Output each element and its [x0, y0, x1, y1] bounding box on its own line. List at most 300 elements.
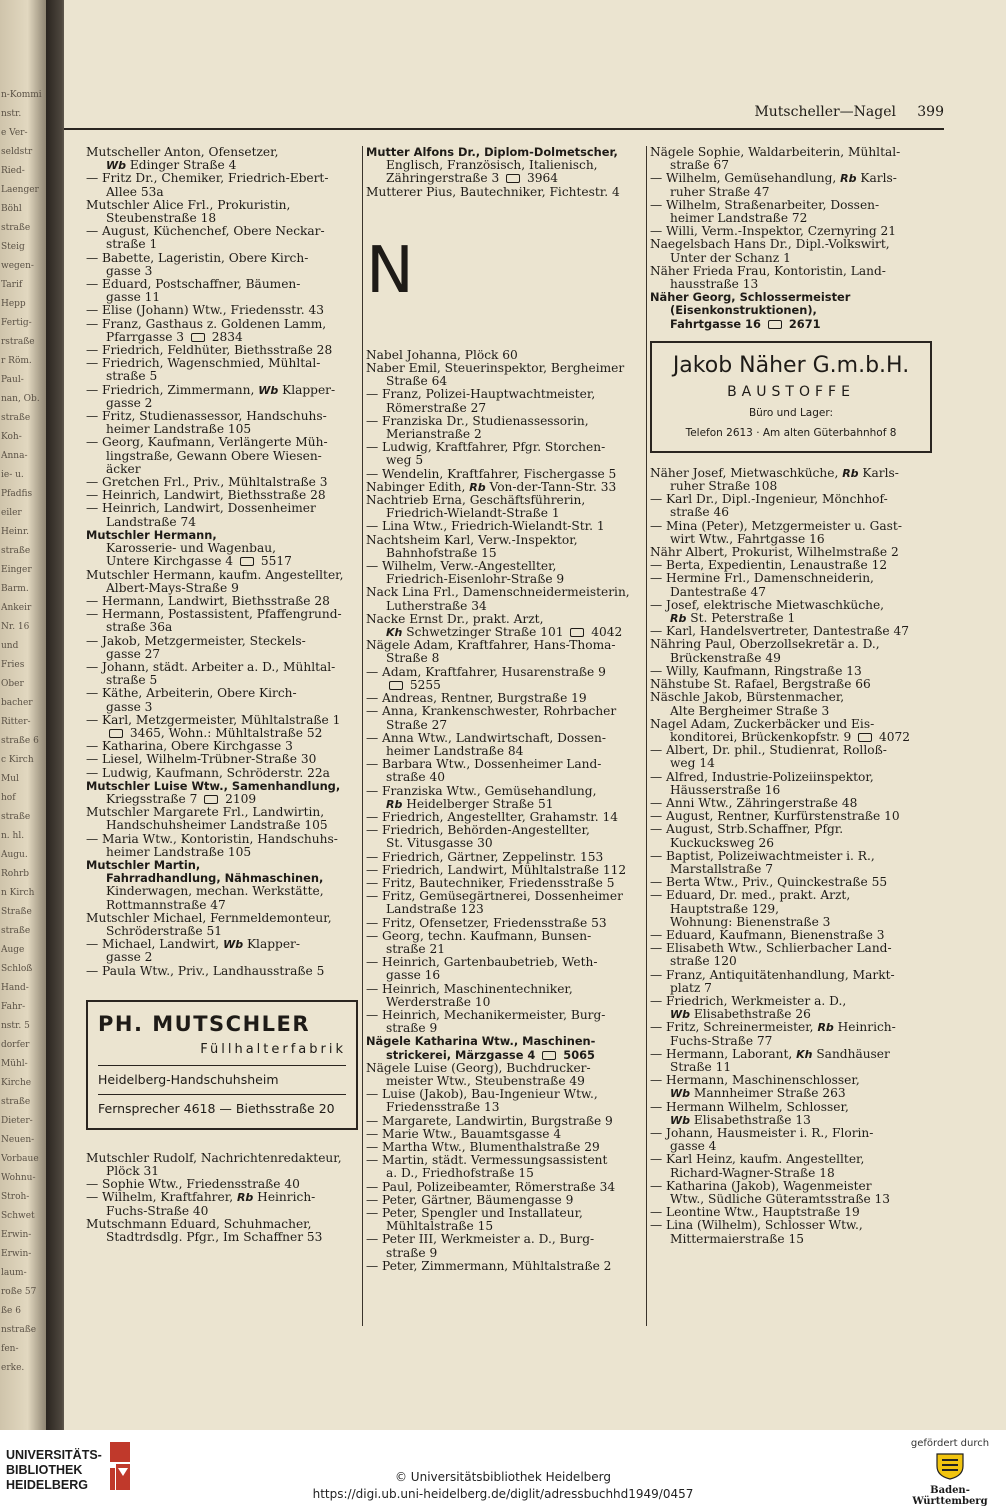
entry-continuation [650, 318, 932, 331]
entry-text: weg 14 [670, 756, 715, 771]
entry-text: — Käthe, Arbeiterin, Obere Kirch- [86, 686, 297, 701]
entry-text: Marstallstraße 7 [670, 861, 774, 876]
library-name-line-3: HEIDELBERG [6, 1478, 88, 1492]
entry-text: Friedrich-Wielandt-Straße 1 [386, 506, 560, 521]
entry-first-line [366, 982, 573, 996]
entry-text: — Lina (Wilhelm), Schlosser Wtw., [650, 1218, 863, 1233]
directory-entry [366, 1062, 642, 1088]
entry-text: straße 9 [386, 1245, 438, 1260]
entry-first-line [650, 1218, 863, 1232]
previous-page-fragment: Vorbaue [1, 1154, 39, 1164]
entry-text: Mutscheller Anton, Ofensetzer, [86, 145, 279, 159]
directory-entry [650, 691, 932, 717]
entry-text: Kriegsstraße 7 [106, 791, 202, 806]
entry-text: Alte Bergheimer Straße 3 [670, 703, 830, 718]
entry-text: — Fritz, Gemüsegärtnerei, Dossenheimer [366, 889, 623, 904]
entry-text: — Willy, Kaufmann, Ringstraße 13 [650, 663, 862, 678]
previous-page-fragment: ße 6 [1, 1306, 21, 1316]
district-abbreviation: Rb [469, 480, 486, 494]
directory-entry [366, 956, 642, 982]
entry-first-line [366, 1193, 573, 1207]
ad-location: Heidelberg-Handschuhsheim [98, 1071, 279, 1087]
entry-first-line [366, 731, 606, 745]
entry-first-line [86, 171, 328, 185]
entry-text: — Barbara Wtw., Dossenheimer Land- [366, 757, 602, 772]
entry-first-line [650, 690, 844, 704]
entry-text: — Albert, Dr. phil., Studienrat, Rolloß- [650, 743, 887, 758]
entry-text: — Heinrich, Landwirt, Dossenheimer [86, 501, 316, 516]
entry-first-line [650, 717, 874, 731]
directory-entry [650, 493, 932, 519]
entry-text: Näher Frieda Frau, Kontoristin, Land- [650, 263, 886, 278]
previous-page-fragment: eiler [1, 508, 22, 518]
previous-page-fragment: Fries [1, 660, 25, 670]
entry-text: — Leontine Wtw., Hauptstraße 19 [650, 1205, 860, 1220]
entry-text: straße 40 [386, 770, 445, 785]
ad-company-type: Füllhalterfabrik [200, 1041, 346, 1057]
ad-company-name: PH. MUTSCHLER [98, 1011, 311, 1036]
entry-first-line [366, 1114, 613, 1128]
entry-first-line [366, 691, 587, 705]
previous-page-fragment: Fertig- [1, 318, 32, 328]
telephone-icon [542, 1051, 556, 1060]
directory-entry [86, 436, 358, 476]
entry-text: 5065 [559, 1047, 595, 1062]
previous-page-fragment: dorfer [1, 1040, 30, 1050]
directory-entry [366, 890, 642, 916]
directory-entry [86, 252, 358, 278]
directory-entry [650, 850, 932, 876]
entry-first-line [86, 594, 330, 608]
directory-entry [86, 780, 358, 806]
previous-page-fragment: Straße [1, 907, 32, 917]
entry-first-line [86, 198, 290, 212]
directory-entry [650, 199, 932, 225]
ad-contact: Telefon 2613 · Am alten Güterbahnhof 8 [685, 426, 897, 439]
entry-text: 5517 [256, 554, 292, 569]
directory-entry [650, 718, 932, 744]
entry-text: wirt Wtw., Fahrtgasse 16 [670, 531, 825, 546]
entry-first-line [650, 809, 900, 823]
entry-text: Albert-Mays-Straße 9 [106, 580, 239, 595]
previous-page-fragment: c Kirch [1, 755, 34, 765]
entry-text: — Heinrich, Gartenbaubetrieb, Weth- [366, 955, 598, 970]
entry-text: Nacke Ernst Dr., prakt. Arzt, [366, 611, 544, 626]
directory-entry [86, 225, 358, 251]
directory-entry [86, 569, 358, 595]
entry-text: — Heinrich, Mechanikermeister, Burg- [366, 1007, 606, 1022]
directory-entry [650, 1021, 932, 1047]
entry-text: Nähstube St. Rafael, Bergstraße 66 [650, 677, 871, 692]
previous-page-fragment: Koh- [1, 432, 22, 442]
entry-text: St. Peterstraße 1 [686, 611, 796, 626]
entry-first-line [366, 757, 601, 771]
library-name-line-1: UNIVERSITÄTS- [6, 1448, 102, 1462]
entry-first-line [86, 568, 344, 582]
entry-text: — Paula Wtw., Priv., Landhausstraße 5 [86, 963, 325, 978]
entry-first-line [366, 665, 606, 679]
directory-entry [650, 1219, 932, 1245]
entry-first-line [650, 624, 909, 638]
directory-entry [86, 146, 358, 172]
entry-text: Merianstraße 2 [386, 427, 482, 442]
directory-entry [650, 238, 932, 264]
previous-page-fragment: straße [1, 223, 31, 233]
directory-entry [366, 415, 642, 441]
entry-text: — Paul, Polizeibeamter, Römerstraße 34 [366, 1179, 616, 1194]
entry-first-line [366, 1008, 605, 1022]
district-abbreviation: Rb [817, 1021, 834, 1035]
entry-first-line [366, 863, 626, 877]
entry-text: Elisabethstraße 13 [690, 1112, 811, 1127]
column-3 [650, 146, 932, 1246]
entry-text: Schröderstraße 51 [106, 923, 223, 938]
entry-text: a. D., Friedhofstraße 15 [386, 1166, 534, 1181]
previous-page-fragment: Heinr. [1, 527, 30, 537]
entry-text: platz 7 [670, 980, 712, 995]
entry-text: äcker [106, 461, 141, 476]
entry-list [650, 467, 932, 1246]
entry-first-line [650, 198, 879, 212]
entry-text: Nabel Johanna, Plöck 60 [366, 347, 518, 362]
entry-first-line [366, 704, 616, 718]
entry-text: Unter der Schanz 1 [670, 250, 791, 265]
entry-text: Näher Josef, Mietwaschküche, [650, 465, 843, 480]
entry-text: Wtw., Südliche Güteramtsstraße 13 [670, 1192, 891, 1207]
column-2 [366, 146, 642, 1273]
entry-text: Karls- [858, 465, 899, 480]
entry-text: — Ludwig, Kaufmann, Schröderstr. 22a [86, 765, 330, 780]
district-abbreviation: Wb [670, 1113, 691, 1127]
entry-text: Steubenstraße 18 [106, 211, 217, 226]
entry-text: Mittermaierstraße 15 [670, 1231, 804, 1246]
previous-page-fragment: Pfadfis [1, 489, 33, 499]
directory-entry [366, 824, 642, 850]
entry-first-line [86, 713, 340, 727]
entry-text: Naber Emil, Steuerinspektor, Bergheimer [366, 361, 625, 376]
previous-page-fragment: Böhl [1, 204, 22, 214]
entry-text: — Karl, Metzgermeister, Mühltalstraße 1 [86, 712, 341, 727]
entry-first-line [366, 955, 598, 969]
entry-text: Friedrich-Eisenlohr-Straße 9 [386, 572, 565, 587]
previous-page-fragment: nstraße [1, 1325, 37, 1335]
entry-first-line [650, 796, 857, 810]
entry-list [86, 146, 358, 978]
entry-text: straße 21 [386, 941, 445, 956]
entry-first-line [86, 686, 297, 700]
entry-text: gasse 2 [106, 950, 153, 965]
entry-first-line [366, 145, 618, 159]
district-abbreviation: Wb [258, 383, 279, 397]
entry-text: — August, Rentner, Kurfürstenstraße 10 [650, 809, 900, 824]
entry-first-line [366, 467, 616, 481]
entry-first-line [366, 480, 616, 494]
entry-first-line [366, 612, 543, 626]
entry-text: — Margarete, Landwirtin, Burgstraße 9 [366, 1113, 613, 1128]
directory-entry [86, 384, 358, 410]
previous-page-fragment: n Kirch [1, 888, 35, 898]
entry-first-line [86, 303, 324, 317]
entry-text: Fuchs-Straße 40 [106, 1203, 209, 1218]
directory-entry [86, 714, 358, 740]
district-abbreviation: Rb [236, 1191, 254, 1205]
entry-first-line [366, 185, 620, 199]
directory-entry [366, 186, 642, 199]
previous-page-fragment: e Ver- [1, 128, 28, 138]
entry-first-line [86, 805, 324, 819]
entry-text: — Anni Wtw., Zähringerstraße 48 [650, 795, 858, 810]
directory-entry [366, 758, 642, 784]
entry-text: Straße 64 [386, 374, 448, 389]
page-header [64, 100, 944, 130]
entry-text: — Liesel, Wilhelm-Trübner-Straße 30 [86, 752, 317, 767]
entry-first-line [650, 968, 895, 982]
entry-text: — Georg, techn. Kaufmann, Bunsen- [366, 928, 592, 943]
entry-text: Mutschler Margarete Frl., Landwirtin, [86, 805, 325, 820]
entry-text: Handschuhsheimer Landstraße 105 [106, 818, 328, 833]
entry-first-line [650, 519, 902, 533]
directory-entry [366, 1009, 642, 1035]
library-name-line-2: BIBLIOTHEK [6, 1463, 83, 1477]
entry-first-line [366, 810, 618, 824]
entry-text: Mutschler Martin, [86, 857, 201, 872]
entry-text: heimer Landstraße 105 [106, 844, 252, 859]
entry-text: — Hermann Wilhelm, Schlosser, [650, 1099, 849, 1114]
entry-text: ruher Straße 108 [670, 479, 778, 494]
directory-entry [366, 560, 642, 586]
previous-page-fragment: Hand- [1, 983, 29, 993]
entry-text: ruher Straße 47 [670, 184, 770, 199]
directory-entry [86, 1191, 358, 1217]
previous-page-fragment: r Röm. [1, 356, 32, 366]
previous-page-fragment: Schwet [1, 1211, 35, 1221]
previous-page-fragment: Einger [1, 565, 32, 575]
previous-page-fragment: Anna- [1, 451, 28, 461]
entry-text: Lutherstraße 34 [386, 598, 487, 613]
entry-text: — Wilhelm, Gemüsehandlung, [650, 171, 841, 186]
previous-page-fragment: nan, Ob. [1, 394, 40, 404]
previous-page-fragment: Stroh- [1, 1192, 30, 1202]
entry-first-line [366, 1087, 598, 1101]
previous-page-fragment: Barm. [1, 584, 29, 594]
funder-logo[interactable] [900, 1438, 1000, 1507]
entry-text: gasse 27 [106, 646, 161, 661]
entry-first-line [650, 598, 884, 612]
directory-entry [650, 942, 932, 968]
directory-entry [366, 983, 642, 1009]
entry-first-line [86, 356, 320, 370]
directory-entry [650, 291, 932, 331]
entry-first-line [366, 348, 518, 362]
entry-text: Klapper- [243, 937, 300, 952]
entry-first-line [86, 660, 335, 674]
entry-text: Bahnhofstraße 15 [386, 545, 497, 560]
entry-text: heimer Landstraße 72 [670, 211, 808, 226]
entry-list [366, 349, 642, 1273]
entry-first-line [86, 739, 293, 753]
entry-first-line [366, 916, 607, 930]
entry-text: Wohnung: Bienenstraße 3 [670, 914, 831, 929]
ad-company-name: Jakob Näher G.m.b.H. [672, 352, 910, 378]
entry-text: St. Vitusgasse 30 [386, 836, 493, 851]
column-rule-right [646, 146, 647, 1326]
previous-page-fragment: straße [1, 1097, 31, 1107]
directory-entry [650, 638, 932, 664]
entry-text: — Karl, Handelsvertreter, Dantestraße 47 [650, 624, 909, 639]
state-coat-of-arms-icon [933, 1451, 967, 1481]
entry-first-line [650, 1126, 873, 1140]
entry-first-line [650, 1047, 890, 1061]
entry-first-line [86, 607, 342, 621]
entry-first-line [86, 277, 300, 291]
previous-page-fragment: nstr. [1, 109, 22, 119]
entry-text: Näher Georg, Schlossermeister [650, 290, 851, 305]
column-1 [86, 146, 358, 1244]
directory-entry [650, 1127, 932, 1153]
entry-text: — Martin, städt. Vermessungsassistent [366, 1153, 608, 1168]
telephone-icon [240, 557, 254, 566]
ad-phone: Fernsprecher 4618 — Biethsstraße 20 [98, 1100, 335, 1116]
entry-text: straße 46 [670, 505, 729, 520]
previous-page-fragment: rstraße [1, 337, 35, 347]
entry-text: Mutschler Rudolf, Nachrichtenredakteur, [86, 1150, 342, 1165]
entry-text: Naegelsbach Hans Dr., Dipl.-Volkswirt, [650, 237, 890, 252]
page-url-link[interactable]: https://digi.ub.uni-heidelberg.de/diglit/adressbuchhd1949/0457 [312, 1487, 694, 1501]
entry-text: Straße 11 [670, 1059, 732, 1074]
entry-text: Englisch, Französisch, Italienisch, [386, 158, 598, 173]
entry-text: — Ludwig, Kraftfahrer, Pfgr. Storchen- [366, 440, 606, 455]
directory-entry [650, 146, 932, 172]
entry-first-line [650, 1152, 864, 1166]
previous-page-fragment: ie- u. [1, 470, 24, 480]
previous-page-fragment: Schloß [1, 964, 33, 974]
district-abbreviation: Rb [670, 612, 687, 626]
entry-first-line [366, 1061, 591, 1075]
entry-text: Nägele Katharina Wtw., Maschinen- [366, 1034, 596, 1049]
entry-first-line [366, 929, 591, 943]
entry-text: — Johann, städt. Arbeiter a. D., Mühltal- [86, 659, 336, 674]
previous-page-fragment: Rohrb [1, 869, 30, 879]
ad-company-type: BAUSTOFFE [727, 383, 855, 400]
entry-text: hausstraße 13 [670, 277, 759, 292]
district-abbreviation: Rb [386, 797, 403, 811]
entry-text: — Sophie Wtw., Friedensstraße 40 [86, 1177, 300, 1192]
entry-text: Pfarrgasse 3 [106, 329, 188, 344]
directory-entry [650, 520, 932, 546]
directory-entry [86, 859, 358, 912]
entry-first-line [650, 171, 897, 185]
directory-entry [366, 494, 642, 520]
directory-entry [86, 806, 358, 832]
entry-text: Nachtsheim Karl, Verw.-Inspektor, [366, 532, 578, 547]
previous-page-fragment: Ritter- [1, 717, 31, 727]
entry-text: — Alfred, Industrie-Polizeiinspektor, [650, 769, 874, 784]
entry-first-line [86, 488, 326, 502]
previous-page-fragment: Neuen- [1, 1135, 35, 1145]
entry-first-line [86, 1190, 315, 1204]
entry-text: — Katharina (Jakob), Wagenmeister [650, 1178, 872, 1193]
entry-text: Mutschmann Eduard, Schuhmacher, [86, 1216, 312, 1231]
directory-entry [366, 1207, 642, 1233]
entry-text: — Peter, Zimmermann, Mühltalstraße 2 [366, 1258, 612, 1273]
entry-text: 4072 [875, 729, 911, 744]
entry-text: 5255 [406, 677, 441, 692]
entry-first-line [366, 440, 605, 454]
directory-entry [86, 318, 358, 344]
entry-first-line [366, 414, 589, 428]
entry-text: Mutschler Hermann, kaufm. Angestellter, [86, 567, 344, 582]
entry-text: 3465, Wohn.: Mühltalstraße 52 [126, 725, 323, 740]
entry-first-line [366, 850, 603, 864]
entry-text: Mannheimer Straße 263 [690, 1086, 846, 1101]
entry-first-line [650, 1179, 872, 1193]
entry-text: — Fritz, Ofensetzer, Friedensstraße 53 [366, 915, 607, 930]
previous-page-fragment: bacher [1, 698, 33, 708]
entry-text: — Friedrich, Feldhüter, Biethsstraße 28 [86, 343, 333, 358]
entry-first-line [366, 493, 585, 507]
district-abbreviation: Wb [670, 1087, 691, 1101]
directory-entry [86, 410, 358, 436]
entry-text: straße 1 [106, 237, 158, 252]
previous-page-fragment: n. hl. [1, 831, 25, 841]
previous-page-fragment: und [1, 641, 19, 651]
entry-text: Landstraße 74 [106, 514, 196, 529]
entry-first-line [650, 994, 846, 1008]
section-letter: N [366, 233, 414, 308]
entry-text: Schwetzinger Straße 101 [402, 625, 568, 640]
directory-entry [366, 705, 642, 731]
entry-text: 4042 [587, 625, 623, 640]
entry-text: — Johann, Hausmeister i. R., Florin- [650, 1126, 874, 1140]
telephone-icon [204, 795, 218, 804]
page-number: 399 [917, 104, 944, 120]
entry-text: Mutschler Hermann, [86, 527, 217, 542]
entry-first-line [86, 858, 200, 872]
entry-text: gasse 3 [106, 263, 153, 278]
directory-entry [86, 1218, 358, 1244]
entry-text: Hauptstraße 129, [670, 901, 780, 916]
entry-first-line [366, 387, 595, 401]
entry-text: — Hermann, Landwirt, Biethsstraße 28 [86, 593, 330, 608]
entry-text: — Michael, Landwirt, [86, 937, 224, 952]
entry-first-line [366, 1232, 594, 1246]
telephone-icon [858, 733, 872, 742]
entry-text: Mutschler Alice Frl., Prokuristin, [86, 197, 291, 212]
entry-list [650, 146, 932, 331]
directory-entry [366, 388, 642, 414]
previous-page-fragment: laum- [1, 1268, 27, 1278]
entry-first-line [366, 559, 556, 573]
entry-text: — August, Strb.Schaffner, Pfgr. [650, 822, 844, 837]
entry-text: — Fritz, Bautechniker, Friedensstraße 5 [366, 875, 615, 890]
entry-text: Fahrradhandlung, Nähmaschinen, [106, 871, 324, 886]
directory-entry [86, 199, 358, 225]
entry-first-line [86, 251, 308, 265]
entry-first-line [366, 1034, 595, 1048]
entry-first-line [650, 664, 862, 678]
entry-text: — Friedrich, Landwirt, Mühltalstraße 112 [366, 862, 627, 877]
previous-page-fragment: straße [1, 926, 31, 936]
entry-first-line [650, 637, 880, 651]
entry-first-line [86, 145, 278, 159]
directory-entry [650, 1074, 932, 1100]
directory-entry [650, 744, 932, 770]
entry-text: — Luise (Jakob), Bau-Ingenieur Wtw., [366, 1087, 598, 1102]
previous-page-fragment: roße 57 [1, 1287, 37, 1297]
entry-text: — Gretchen Frl., Priv., Mühltalstraße 3 [86, 475, 328, 490]
entry-first-line [86, 501, 316, 515]
entry-text: straße 120 [670, 954, 737, 969]
